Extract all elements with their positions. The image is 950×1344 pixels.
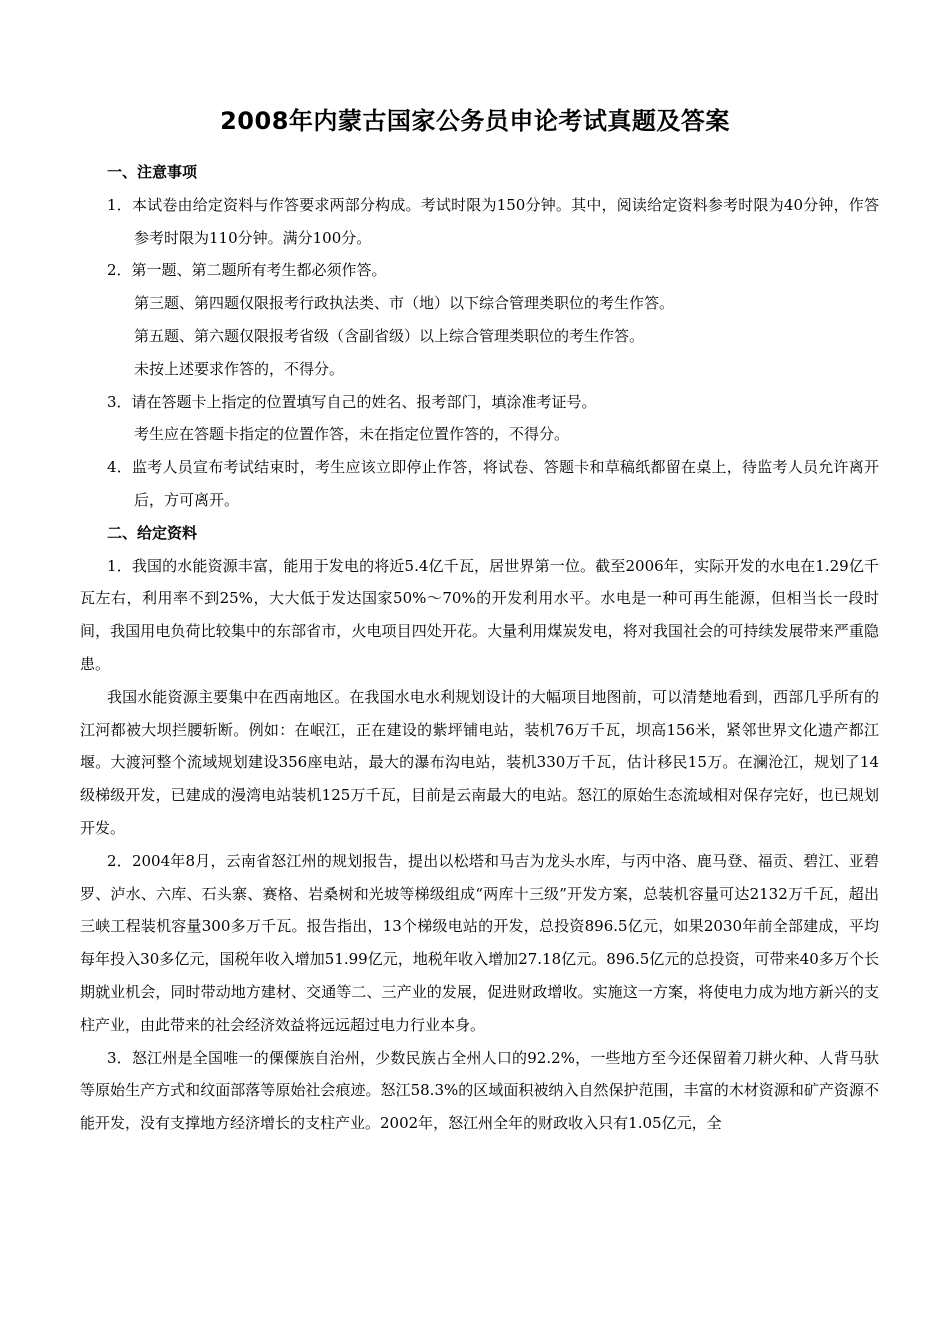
notes-item-2-line-4: 未按上述要求作答的，不得分。 xyxy=(134,359,345,378)
material-paragraph-3: 2．2004年8月，云南省怒江州的规划报告，提出以松塔和马吉为龙头水库，与丙中洛、鹿马登、福贡、碧江、亚碧罗、泸水、六库、石头寨、赛格、岩桑树和光坡等梯级组成“两库十三级”开发方案，总装机容量可达2132万千瓦，超出三峡工程装机容量300多万千瓦。报告指出，13个梯级电站的开发，总投资896.5亿元，如果2030年前全部建成，平均每年投入30多亿元，国税年收入增加51.99亿元，地税年收入增加27.18亿元。896.5亿元的总投资，可带来40多万个长期就业机会，同时带动地方建材、交通等二、三产业的发展，促进财政增收。实施这一方案，将使电力成为地方新兴的支柱产业，由此带来的社会经济效益将远远超过电力行业本身。 xyxy=(80,851,879,1034)
material-paragraph-1: 1．我国的水能资源丰富，能用于发电的将近5.4亿千瓦，居世界第一位。截至2006年，实际开发的水电在1.29亿千瓦左右，利用率不到25%，大大低于发达国家50%～70%的开发利用水平。水电是一种可再生能源，但相当长一段时间，我国用电负荷比较集中的东部省市，火电项目四处开花。大量利用煤炭发电，将对我国社会的可持续发展带来严重隐患。 xyxy=(80,556,879,673)
document-title: 2008年内蒙古国家公务员申论考试真题及答案 xyxy=(220,107,730,135)
section-heading-materials: 二、给定资料 xyxy=(107,523,198,542)
material-paragraph-2: 我国水能资源主要集中在西南地区。在我国水电水利规划设计的大幅项目地图前，可以清楚地看到，西部几乎所有的江河都被大坝拦腰斩断。例如：在岷江，正在建设的紫坪铺电站，装机76万千瓦，坝高156米，紧邻世界文化遗产都江堰。大渡河整个流域规划建设356座电站，最大的瀑布沟电站，装机330万千瓦，估计移民15万。在澜沧江，规划了14级梯级开发，已建成的漫湾电站装机125万千瓦，目前是云南最大的电站。怒江的原始生态流域相对保存完好，也已规划开发。 xyxy=(80,687,879,837)
material-paragraph-4: 3．怒江州是全国唯一的傈僳族自治州，少数民族占全州人口的92.2%，一些地方至今还保留着刀耕火种、人背马驮等原始生产方式和纹面部落等原始社会痕迹。怒江58.3%的区域面积被纳入自然保护范围，丰富的木材资源和矿产资源不能开发，没有支撑地方经济增长的支柱产业。2002年，怒江州全年的财政收入只有1.05亿元，全 xyxy=(80,1048,879,1133)
notes-item-3-line-2: 考生应在答题卡指定的位置作答，未在指定位置作答的，不得分。 xyxy=(134,425,570,444)
notes-item-4: 4．监考人员宣布考试结束时，考生应该立即停止作答，将试卷、答题卡和草稿纸都留在桌上，待监考人员允许离开后，方可离开。 xyxy=(107,458,879,509)
section-heading-notes: 一、注意事项 xyxy=(107,163,198,181)
document-body xyxy=(80,156,879,1140)
notes-item-3: 3．请在答题卡上指定的位置填写自己的姓名、报考部门，填涂准考证号。 xyxy=(107,392,597,411)
notes-item-2-line-3: 第五题、第六题仅限报考省级（含副省级）以上综合管理类职位的考生作答。 xyxy=(134,326,645,345)
notes-item-1: 1．本试卷由给定资料与作答要求两部分构成。考试时限为150分钟。其中，阅读给定资料参考时限为40分钟，作答参考时限为110分钟。满分100分。 xyxy=(107,195,879,247)
notes-item-2: 2．第一题、第二题所有考生都必须作答。 xyxy=(107,261,387,280)
notes-item-2-line-2: 第三题、第四题仅限报考行政执法类、市（地）以下综合管理类职位的考生作答。 xyxy=(134,294,675,313)
